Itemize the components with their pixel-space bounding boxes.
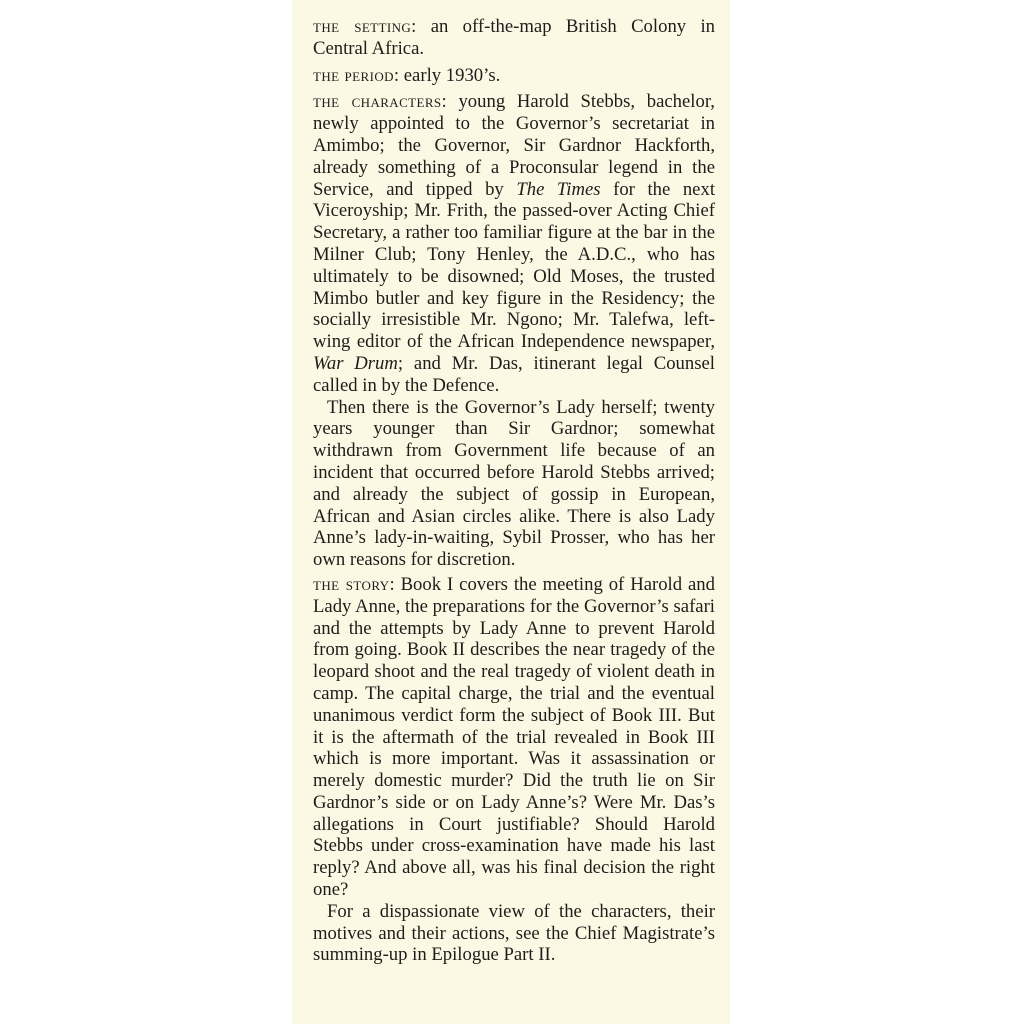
setting-label: the setting	[313, 16, 412, 37]
period-text: : early 1930’s.	[393, 64, 501, 86]
period-label: the period	[313, 64, 394, 86]
story-label: the story	[313, 573, 390, 595]
characters-paragraph	[313, 91, 715, 396]
period-paragraph	[313, 65, 715, 87]
story-paragraph	[313, 574, 715, 901]
story-text: : Book I covers the meeting of Harold and Lady Anne, the preparations for the Governor’s safari and the attempts by Lady Anne to prevent Harold from going. Book II describes the near tragedy of the leopard shoot and the real tragedy of violent death in camp. The capital charge, the trial and the eventual unanimous verdict form the subject of Book III. But it is the aftermath of the trial revealed in Book III which is more important. Was it assassination or merely domestic murder? Did the truth lie on Sir Gardnor’s side or on Lady Anne’s? Were Mr. Das’s allegations in Court justifiable? Should Harold Stebbs under cross-examination have made his last reply? And above all, was his final decision the right one?	[313, 573, 715, 901]
setting-text: : an off-the-map British Colony in Central Africa.	[313, 16, 715, 59]
lady-paragraph: Then there is the Governor’s Lady herself; twenty years younger than Sir Gardnor; somewhat withdrawn from Government life because of an incident that occurred before Harold Stebbs arrived; and already the subject of gossip in European, African and Asian circles alike. There is also Lady Anne’s lady-in-waiting, Sybil Prosser, who has her own reasons for discretion.	[313, 396, 715, 571]
characters-text-2: for the next Viceroyship; Mr. Frith, the passed-over Acting Chief Secretary, a rather too familiar figure at the bar in the Milner Club; Tony Henley, the A.D.C., who has ultimately to be disowned; Old Moses, the trusted Mimbo butler and key figure in the Residency; the socially irresistible Mr. Ngono; Mr. Talefwa, left-wing editor of the African Independence newspaper,	[313, 178, 716, 353]
closing-paragraph: For a dispassionate view of the characters, their motives and their actions, see the Chief Magistrate’s summing-up in Epilogue Part II.	[313, 900, 715, 966]
characters-label: the characters	[313, 91, 442, 113]
characters-text-1: : young Harold Stebbs, bachelor, newly appointed to the Governor’s secretariat in Amimbo; the Governor, Sir Gardnor Hackforth, already something of a Proconsular legend in the Service, and tipped by	[313, 91, 715, 200]
war-drum-title: War Drum	[313, 352, 398, 374]
the-times-title: The Times	[516, 178, 601, 200]
book-jacket-flap	[292, 0, 730, 1024]
setting-paragraph	[313, 16, 715, 60]
characters-text-3: ; and Mr. Das, itinerant legal Counsel called in by the Defence.	[313, 352, 715, 396]
